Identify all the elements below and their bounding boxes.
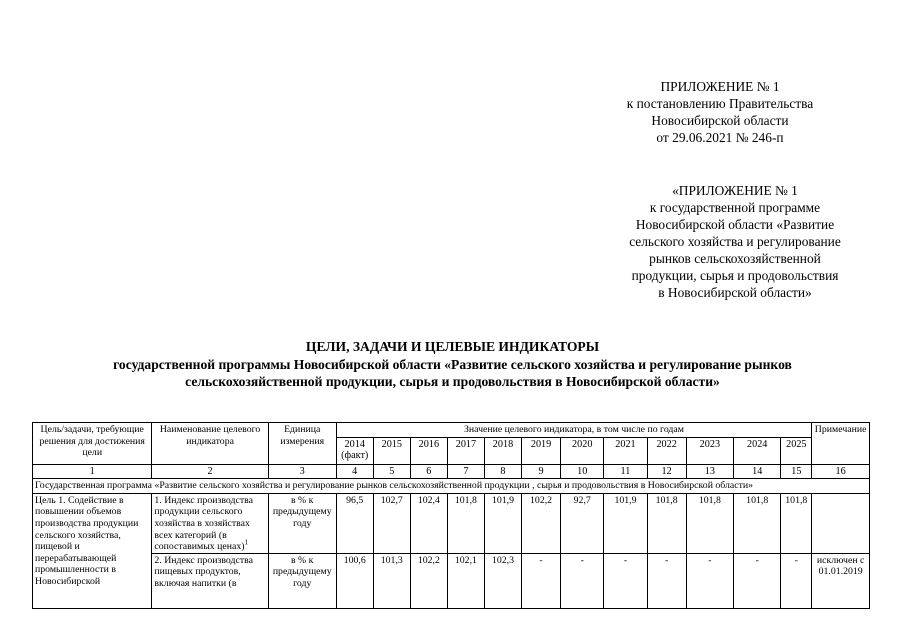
- year-cell: 2014 (факт): [336, 437, 373, 464]
- year-cell: 2019: [522, 437, 561, 464]
- value-cell: 101,8: [686, 493, 733, 553]
- value-cell: 92,7: [561, 493, 604, 553]
- footnote-mark: 1: [244, 538, 248, 547]
- column-number: 15: [781, 464, 812, 479]
- appendix-program-line-6: продукции, сырья и продовольствия: [631, 268, 839, 283]
- goal-text: Цель 1. Содействие в повышении объемов производства продукции сельского хозяйства, пищевой и перерабатывающей промышленности в Новосибирской: [35, 494, 139, 587]
- column-number: 9: [522, 464, 561, 479]
- appendix-program-line-7: в Новосибирской области»: [658, 285, 812, 300]
- column-number: 16: [812, 464, 870, 479]
- year-cell: 2025: [781, 437, 812, 464]
- value-cell: -: [647, 553, 686, 608]
- column-number: 4: [336, 464, 373, 479]
- column-number: 7: [447, 464, 484, 479]
- column-number: 8: [484, 464, 521, 479]
- value-cell: -: [781, 553, 812, 608]
- year-cell: 2022: [647, 437, 686, 464]
- appendix-current-line-1: ПРИЛОЖЕНИЕ № 1: [660, 79, 780, 94]
- value-cell: 101,3: [373, 553, 410, 608]
- appendix-program-line-2: к государственной программе: [649, 200, 821, 215]
- value-cell: 101,9: [484, 493, 521, 553]
- appendix-program-line-5: рынков сельскохозяйственной: [649, 251, 821, 266]
- year-cell: 2018: [484, 437, 521, 464]
- column-number: 13: [686, 464, 733, 479]
- program-title-cell: Государственная программа «Развитие сельского хозяйства и регулирование рынков сельскохозяйственной продукции , сырья и продовольствия в Новосибирской области»: [33, 479, 870, 494]
- table-row: [33, 493, 870, 553]
- column-number: 5: [373, 464, 410, 479]
- year-cell: 2017: [447, 437, 484, 464]
- year-cell: 2024: [734, 437, 781, 464]
- document-title: ЦЕЛИ, ЗАДАЧИ И ЦЕЛЕВЫЕ ИНДИКАТОРЫ: [305, 339, 600, 354]
- indicator-name: 1. Индекс производства продукции сельского хозяйства в хозяйствах всех категорий (в сопоставимых ценах): [154, 494, 253, 552]
- appendix-program-line-4: сельского хозяйства и регулирование: [629, 234, 841, 249]
- value-cell: 101,8: [447, 493, 484, 553]
- table-header-row: [33, 423, 870, 438]
- year-cell: 2023: [686, 437, 733, 464]
- header-note: Примечание: [812, 423, 870, 465]
- value-cell: 102,2: [522, 493, 561, 553]
- column-number: 14: [734, 464, 781, 479]
- note-cell: исключен с 01.01.2019: [812, 553, 870, 608]
- appendix-current-line-4: от 29.06.2021 № 246-п: [656, 130, 784, 145]
- unit-cell: в % к предыдущему году: [268, 553, 336, 608]
- indicator-cell: [152, 553, 268, 608]
- note-cell: [812, 493, 870, 553]
- program-row: [33, 479, 870, 494]
- value-cell: -: [561, 553, 604, 608]
- year-cell: 2021: [604, 437, 647, 464]
- appendix-program-line-3: Новосибирской области «Развитие: [635, 217, 835, 232]
- value-cell: 96,5: [336, 493, 373, 553]
- column-number: 6: [410, 464, 447, 479]
- column-number: 10: [561, 464, 604, 479]
- value-cell: 101,8: [647, 493, 686, 553]
- indicator-name: 2. Индекс производства пищевых продуктов, включая напитки (в: [154, 554, 253, 589]
- unit-cell: в % к предыдущему году: [268, 493, 336, 553]
- value-cell: -: [604, 553, 647, 608]
- column-number: 11: [604, 464, 647, 479]
- appendix-current-line-3: Новосибирской области: [651, 113, 789, 128]
- value-cell: 100,6: [336, 553, 373, 608]
- document-heading: [0, 338, 905, 391]
- year-cell: 2016: [410, 437, 447, 464]
- value-cell: 102,7: [373, 493, 410, 553]
- value-cell: 101,9: [604, 493, 647, 553]
- column-number: 3: [268, 464, 336, 479]
- value-cell: -: [734, 553, 781, 608]
- value-cell: 102,2: [410, 553, 447, 608]
- year-cell: 2020: [561, 437, 604, 464]
- indicators-table: [32, 422, 870, 609]
- value-cell: 102,3: [484, 553, 521, 608]
- value-cell: 101,8: [781, 493, 812, 553]
- header-values: Значение целевого индикатора, в том числе по годам: [336, 423, 812, 438]
- column-number: 12: [647, 464, 686, 479]
- value-cell: 102,4: [410, 493, 447, 553]
- column-number: 2: [152, 464, 268, 479]
- year-cell: 2015: [373, 437, 410, 464]
- header-indicator: Наименование целевого индикатора: [152, 423, 268, 465]
- document-subtitle-line-1: государственной программы Новосибирской области «Развитие сельского хозяйства и регулирование рынков: [113, 356, 792, 372]
- appendix-current-line-2: к постановлению Правительства: [626, 96, 814, 111]
- table-row: [33, 553, 870, 608]
- appendix-program-block: [590, 182, 880, 301]
- column-number: 1: [33, 464, 152, 479]
- header-unit: Единица измерения: [268, 423, 336, 465]
- document-subtitle-line-2: сельскохозяйственной продукции, сырья и продовольствия в Новосибирской области»: [185, 374, 720, 389]
- appendix-program-line-1: «ПРИЛОЖЕНИЕ № 1: [672, 183, 798, 198]
- value-cell: 101,8: [734, 493, 781, 553]
- header-goal: Цель/задачи, требующие решения для достижения цели: [33, 423, 152, 465]
- value-cell: 102,1: [447, 553, 484, 608]
- appendix-current-block: [600, 78, 840, 146]
- goal-cell: [33, 493, 152, 608]
- indicator-cell: [152, 493, 268, 553]
- table-column-numbers-row: [33, 464, 870, 479]
- value-cell: -: [522, 553, 561, 608]
- value-cell: -: [686, 553, 733, 608]
